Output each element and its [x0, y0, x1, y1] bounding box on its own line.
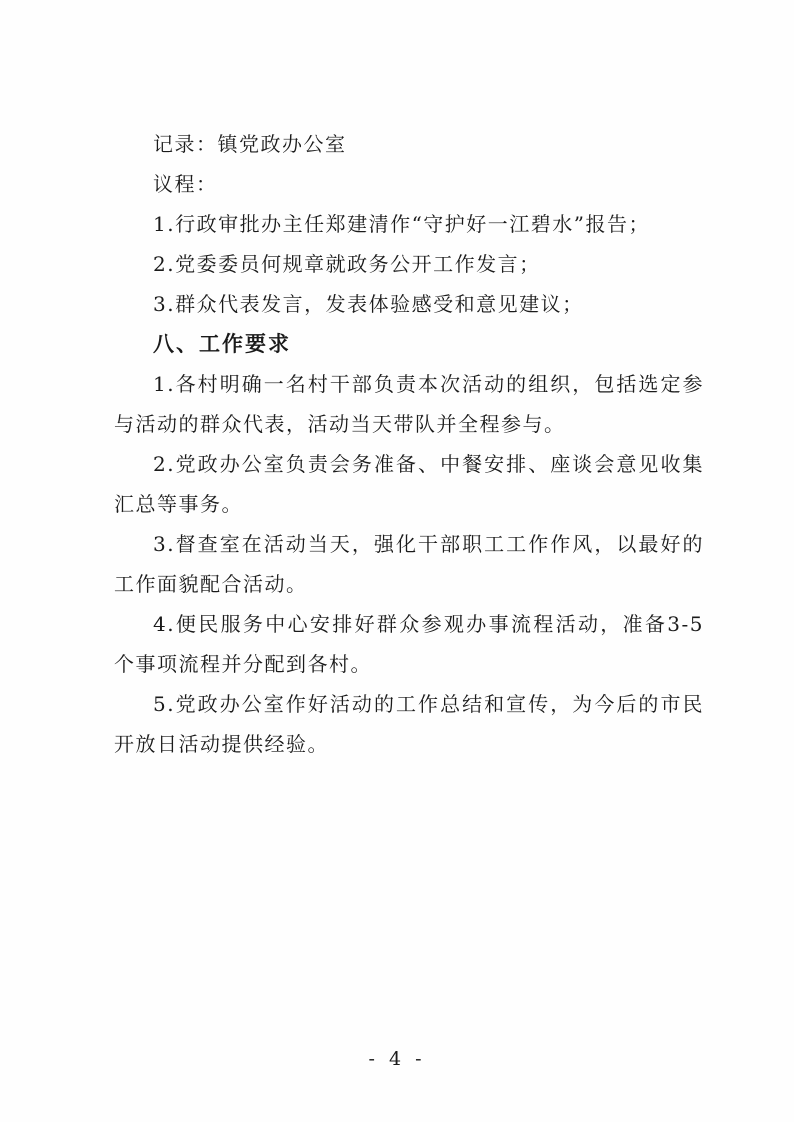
requirement-line: 工作面貌配合活动。 — [114, 572, 308, 596]
requirements-list — [114, 364, 704, 764]
requirement-line: 个事项流程并分配到各村。 — [114, 652, 372, 676]
document-body — [114, 124, 704, 764]
requirement-line: 5.党政办公室作好活动的工作总结和宣传，为今后的市民 — [153, 692, 704, 716]
requirement-line: 与活动的群众代表，活动当天带队并全程参与。 — [114, 412, 566, 436]
requirement-line: 3.督查室在活动当天，强化干部职工工作作风，以最好的 — [153, 532, 704, 556]
agenda-label: 议程： — [153, 172, 218, 196]
agenda-item: 2.党委委员何规章就政务公开工作发言； — [153, 252, 541, 276]
recorder-line: 记录：镇党政办公室 — [153, 132, 347, 156]
requirement-line: 1.各村明确一名村干部负责本次活动的组织，包括选定参 — [153, 372, 704, 396]
requirement-paragraph — [114, 364, 704, 444]
agenda-item: 1.行政审批办主任郑建清作“守护好一江碧水”报告； — [153, 212, 651, 236]
page-number: - 4 - — [368, 1048, 426, 1070]
requirement-paragraph — [114, 524, 704, 604]
requirement-paragraph — [114, 444, 704, 524]
section-heading: 八、工作要求 — [153, 332, 291, 356]
requirement-paragraph — [114, 684, 704, 764]
requirement-line: 2.党政办公室负责会务准备、中餐安排、座谈会意见收集 — [153, 452, 704, 476]
requirement-line: 4.便民服务中心安排好群众参观办事流程活动，准备3-5 — [153, 612, 704, 636]
agenda-item: 3.群众代表发言，发表体验感受和意见建议； — [153, 292, 584, 316]
requirement-paragraph — [114, 604, 704, 684]
requirement-line: 开放日活动提供经验。 — [114, 732, 329, 756]
agenda-list — [114, 204, 704, 324]
requirement-line: 汇总等事务。 — [114, 492, 243, 516]
